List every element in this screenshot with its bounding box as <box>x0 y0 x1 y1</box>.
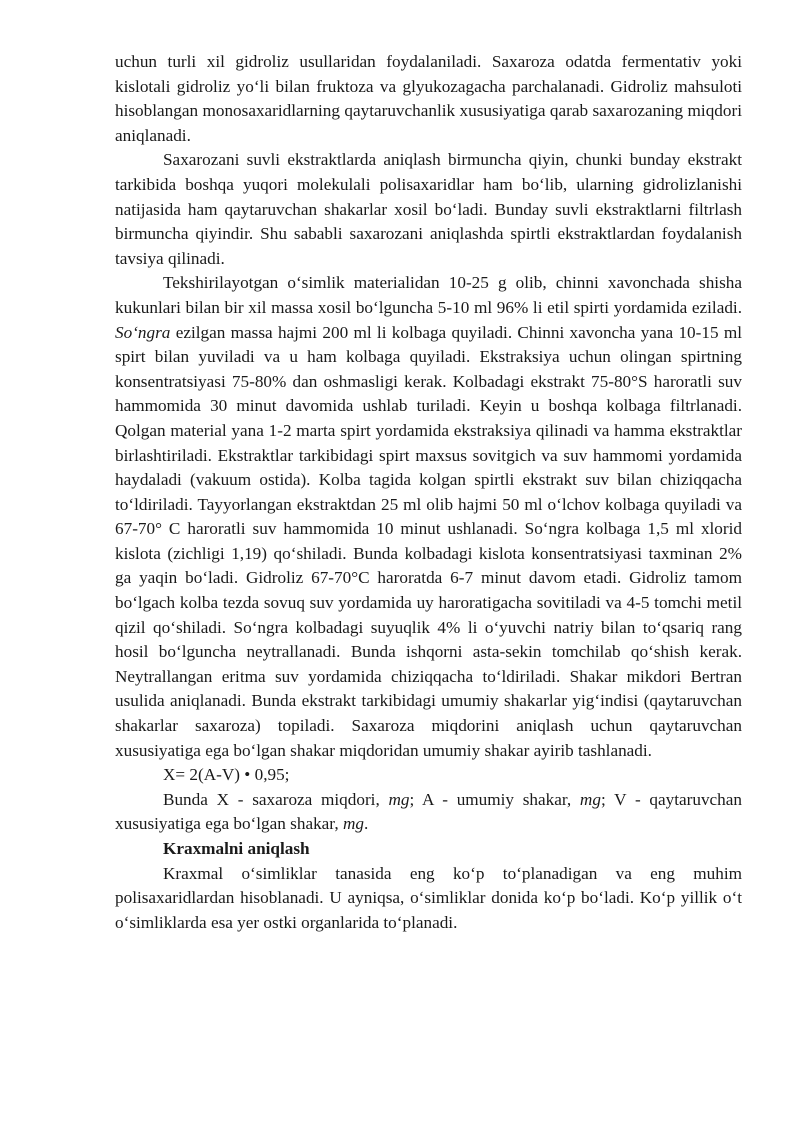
paragraph-procedure <box>115 271 742 763</box>
paragraph-aqueous-extracts: Saxarozani suvli ekstraktlarda aniqlash birmuncha qiyin, chunki bunday ekstrakt tarkibida boshqa yuqori molekulali polisaxaridlar ham bo‘lib, ularning gidrolizlanishi natijasida ham qaytaruvchan shakarlar xosil bo‘ladi. Bunday suvli ekstraktlarni filtrlash birmuncha qiyindir. Shu sababli saxarozani aniqlashda spirtli ekstraktlardan foydalanish tavsiya qilinadi. <box>115 150 742 268</box>
legend-text-d: . <box>363 814 369 834</box>
document-page <box>115 50 742 935</box>
formula-legend <box>115 788 742 837</box>
legend-text-c: ; V - qaytaruvchan xususiyatiga ega bo‘lgan shakar, <box>115 789 742 834</box>
section-heading: Kraxmalni aniqlash <box>163 839 310 858</box>
formula-line: X= 2(A-V) • 0,95; <box>163 765 290 785</box>
procedure-italic-word: So‘ngra <box>115 322 171 342</box>
legend-unit-1: mg <box>388 789 410 809</box>
legend-unit-2: mg <box>579 789 601 809</box>
legend-unit-3: mg <box>342 814 364 834</box>
legend-text-b: ; A - umumiy shakar, <box>409 789 580 809</box>
procedure-text-rest: ezilgan massa hajmi 200 ml li kolbaga quyiladi. Chinni xavoncha yana 10-15 ml spirt bilan yuviladi va u ham kolbaga quyiladi. Ekstraksiya uchun olingan spirtning konsentratsiyasi 75-80% dan oshmasligi kerak. Kolbadagi ekstrakt 75-80°S haroratli suv hammomida 30 minut davomida ushlab turiladi. Keyin u boshqa kolbaga filtrlanadi. Qolgan material yana 1-2 marta spirt yordamida ekstraksiya qilinadi va hamma ekstraktlar birlashtiriladi. Ekstraktlar tarkibidagi spirt maxsus sovitgich va suv hammomi yordamida haydaladi (vakuum ostida). Kolba tagida kolgan spirtli ekstrakt suv bilan chiziqqacha to‘ldiriladi. Tayyorlangan ekstraktdan 25 ml olib hajmi 50 ml o‘lchov kolbaga quyiladi va 67-70° C haroratli suv hammomida 10 minut ushlanadi. So‘ngra kolbaga 1,5 ml xlorid kislota (zichligi 1,19) qo‘shiladi. Bunda kolbadagi kislota konsentratsiyasi taxminan 2% ga yaqin bo‘ladi. Gidroliz 67-70°C haroratda 6-7 minut davom etadi. Gidroliz tamom bo‘lgach kolba tezda sovuq suv yordamida uy haroratigacha sovitiladi va 4-5 tomchi metil qizil qo‘shiladi. So‘ngra kolbadagi suyuqlik 4% li o‘yuvchi natriy bilan to‘qsariq rang hosil bo‘lguncha neytrallanadi. Bunda ishqorni asta-sekin tomchilab qo‘shish kerak. Neytrallangan eritma suv yordamida chiziqqacha to‘ldiriladi. Shakar mikdori Bertran usulida aniqlanadi. Bunda ekstrakt tarkibidagi umumiy shakarlar yig‘indisi (qaytaruvchan shakarlar saxaroza) topiladi. Saxaroza miqdorini aniqlash uchun qaytaruvchan xususiyatiga ega bo‘lgan shakar miqdoridan umumiy shakar ayirib tashlanadi. <box>115 322 742 760</box>
legend-text-a: Bunda X - saxaroza miqdori, <box>163 789 389 809</box>
paragraph-starch: Kraxmal o‘simliklar tanasida eng ko‘p to‘planadigan va eng muhim polisaxaridlardan hisoblanadi. U ayniqsa, o‘simliklar donida ko‘p bo‘ladi. Ko‘p yillik o‘t o‘simliklarda esa yer ostki organlarida to‘planadi. <box>115 863 742 932</box>
paragraph-continuation: uchun turli xil gidroliz usullaridan foydalaniladi. Saxaroza odatda fermentativ yoki kislotali gidroliz yo‘li bilan fruktoza va glyukozagacha parchalanadi. Gidroliz mahsuloti hisoblangan monosaxaridlarning qaytaruvchanlik xususiyatiga qarab saxarozaning miqdori aniqlanadi. <box>115 52 742 145</box>
procedure-text-start: Tekshirilayotgan o‘simlik materialidan 10-25 g olib, chinni xavonchada shisha kukunlari bilan bir xil massa xosil bo‘lguncha 5-10 ml 96% li etil spirti yordamida eziladi. <box>115 273 742 317</box>
